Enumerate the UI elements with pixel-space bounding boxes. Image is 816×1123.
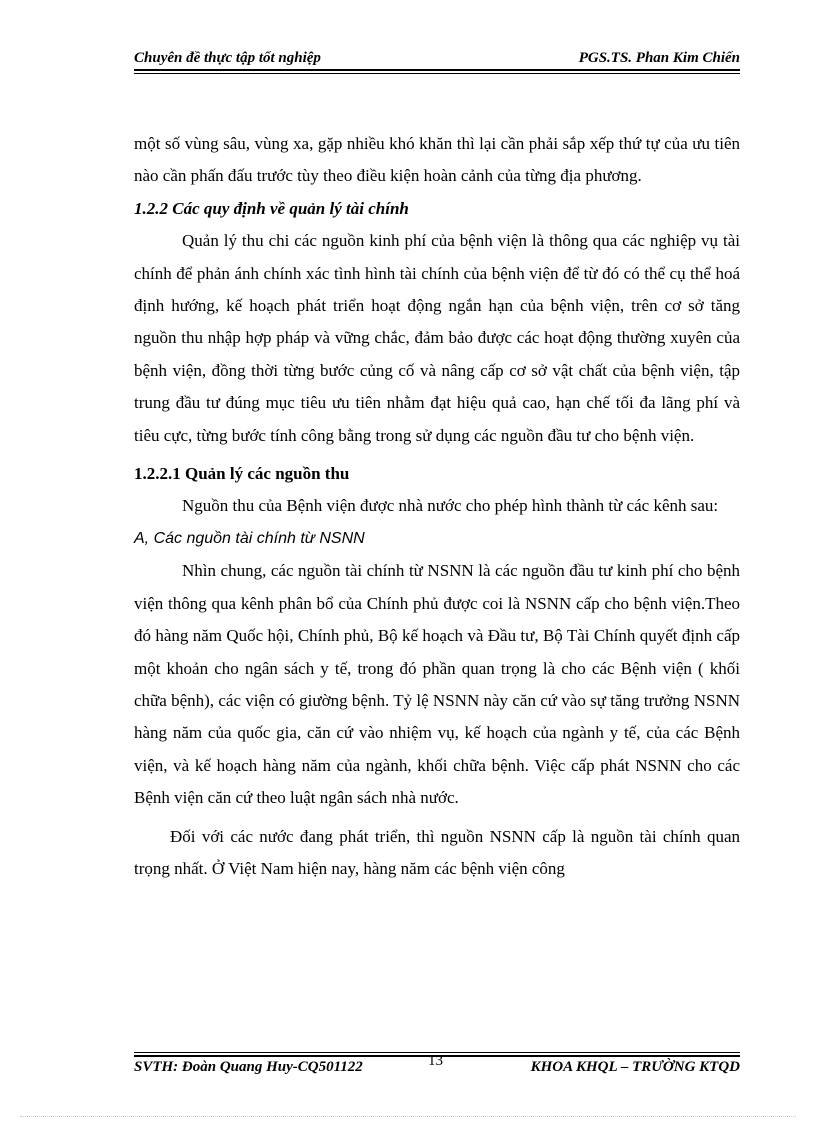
page-body [134, 128, 740, 885]
heading-a-nsnn: A, Các nguồn tài chính từ NSNN [134, 529, 365, 547]
paragraph-nsnn-overview: Nhìn chung, các nguồn tài chính từ NSNN là các nguồn đầu tư kinh phí cho bệnh viện thông qua kênh phân bổ của Chính phủ được coi là NSNN cấp cho bệnh viện.Theo đó hàng năm Quốc hội, Chính phủ, Bộ kế hoạch và Đầu tư, Bộ Tài Chính quyết định cấp một khoản cho ngân sách y tế, trong đó phần quan trọng là cho các Bệnh viện ( khối chữa bệnh), các viện có giường bệnh. Tỷ lệ NSNN này căn cứ vào sự tăng trưởng NSNN hàng năm của quốc gia, căn cứ vào nhiệm vụ, kế hoạch của ngành y tế, của các Bệnh viện, và kế hoạch hàng năm của ngành, khối chữa bệnh. Việc cấp phát NSNN cho các Bệnh viện căn cứ theo luật ngân sách nhà nước. [134, 561, 740, 808]
heading-1-2-2-1: 1.2.2.1 Quản lý các nguồn thu [134, 464, 350, 484]
page-number: 13 [428, 1053, 443, 1069]
page-header [134, 48, 740, 70]
paragraph-revenue-sources: Nguồn thu của Bệnh viện được nhà nước cho phép hình thành từ các kênh sau: [182, 496, 719, 516]
paragraph-developing-countries: Đối với các nước đang phát triển, thì nguồn NSNN cấp là nguồn tài chính quan trọng nhất. Ở Việt Nam hiện nay, hàng năm các bệnh viện công [134, 826, 740, 878]
header-document-type: Chuyên đề thực tập tốt nghiệp [134, 50, 321, 66]
page-edge-divider [20, 1116, 796, 1117]
header-rule-thick [134, 69, 740, 71]
footer-student: SVTH: Đoàn Quang Huy-CQ501122 [134, 1059, 363, 1075]
paragraph-financial-management: Quản lý thu chi các nguồn kinh phí của bệnh viện là thông qua các nghiệp vụ tài chính để phản ánh chính xác tình hình tài chính của bệnh viện để từ đó có thể cụ thể hoá định hướng, kế hoạch phát triển hoạt động ngắn hạn của bệnh viện, trên cơ sở tăng nguồn thu nhập hợp pháp và vững chắc, đảm bảo được các hoạt động thường xuyên của bệnh viện, đồng thời từng bước củng cố và nâng cấp cơ sở vật chất của bệnh viện, tập trung đầu tư đúng mục tiêu ưu tiên nhằm đạt hiệu quả cao, hạn chế tối đa lãng phí và tiêu cực, từng bước tính công bằng trong sử dụng các nguồn đầu tư cho bệnh viện. [134, 231, 740, 445]
header-supervisor: PGS.TS. Phan Kim Chiến [578, 50, 740, 66]
page-footer [134, 1053, 740, 1081]
heading-1-2-2: 1.2.2 Các quy định về quản lý tài chính [134, 198, 409, 218]
footer-faculty: KHOA KHQL – TRƯỜNG KTQD [530, 1059, 740, 1075]
paragraph-continued: một số vùng sâu, vùng xa, gặp nhiều khó khăn thì lại cần phải sắp xếp thứ tự của ưu tiên nào cần phấn đấu trước tùy theo điều kiện hoàn cảnh của từng địa phương. [134, 134, 740, 186]
header-rule-thin [134, 73, 740, 74]
